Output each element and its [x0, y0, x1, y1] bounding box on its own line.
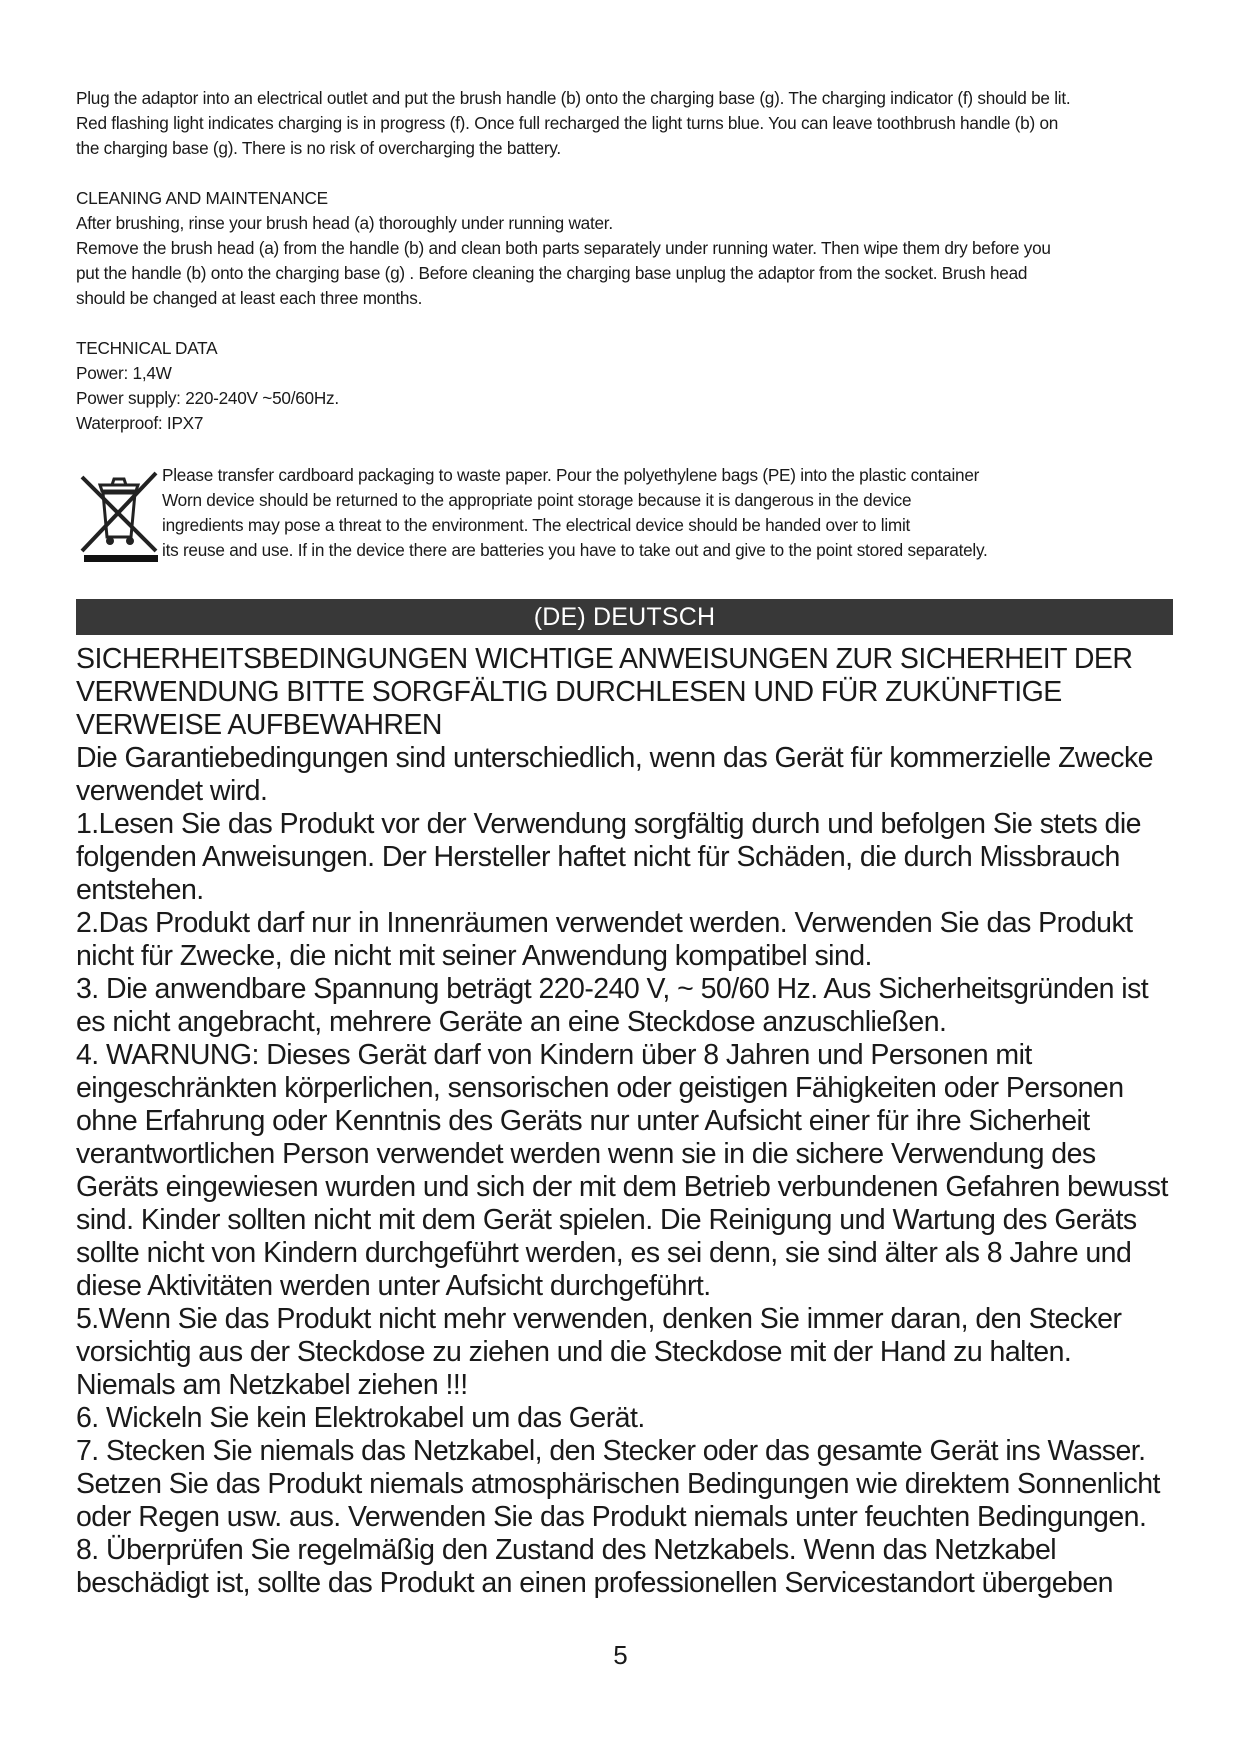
manual-page: [76, 86, 1176, 1600]
german-line: 8. Überprüfen Sie regelmäßig den Zustand des Netzkabels. Wenn das Netzkabel: [76, 1534, 1057, 1566]
german-line: VERWEISE AUFBEWAHREN: [76, 709, 442, 741]
german-line: ohne Erfahrung oder Kenntnis des Geräts nur unter Aufsicht einer für ihre Sicherheit: [76, 1105, 1090, 1137]
german-line: verantwortlichen Person verwendet werden wenn sie in die sichere Verwendung des: [76, 1138, 1096, 1170]
language-banner: (DE) DEUTSCH: [76, 599, 1173, 635]
german-line: eingeschränkten körperlichen, sensorischen oder geistigen Fähigkeiten oder Personen: [76, 1072, 1124, 1104]
german-line: folgenden Anweisungen. Der Hersteller haftet nicht für Schäden, die durch Missbrauch: [76, 841, 1120, 873]
charging-line: the charging base (g). There is no risk of overcharging the battery.: [76, 138, 561, 158]
german-line: oder Regen usw. aus. Verwenden Sie das Produkt niemals unter feuchten Bedingungen.: [76, 1501, 1147, 1533]
german-line: 5.Wenn Sie das Produkt nicht mehr verwenden, denken Sie immer daran, den Stecker: [76, 1303, 1122, 1335]
cleaning-line: put the handle (b) onto the charging base (g) . Before cleaning the charging base unplug the adaptor from the socket. Brush head: [76, 263, 1028, 283]
german-line: Niemals am Netzkabel ziehen !!!: [76, 1369, 468, 1401]
technical-section: [76, 336, 1176, 436]
technical-line: Power: 1,4W: [76, 363, 172, 383]
technical-heading: TECHNICAL DATA: [76, 338, 218, 358]
disposal-line: its reuse and use. If in the device there are batteries you have to take out and give to the point stored separately.: [162, 540, 988, 560]
german-line: Setzen Sie das Produkt niemals atmosphärischen Bedingungen wie direktem Sonnenlicht: [76, 1468, 1160, 1500]
cleaning-section: [76, 186, 1176, 311]
german-line: vorsichtig aus der Steckdose zu ziehen und die Steckdose mit der Hand zu halten.: [76, 1336, 1072, 1368]
german-line: sind. Kinder sollten nicht mit dem Gerät spielen. Die Reinigung und Wartung des Geräts: [76, 1204, 1137, 1236]
german-line: Geräts eingewiesen wurden und sich der mit dem Betrieb verbundenen Gefahren bewusst: [76, 1171, 1168, 1203]
german-line: sollte nicht von Kindern durchgeführt werden, es sei denn, sie sind älter als 8 Jahre und: [76, 1237, 1132, 1269]
cleaning-line: After brushing, rinse your brush head (a) thoroughly under running water.: [76, 213, 613, 233]
german-line: 2.Das Produkt darf nur in Innenräumen verwendet werden. Verwenden Sie das Produkt: [76, 907, 1133, 939]
german-line: beschädigt ist, sollte das Produkt an einen professionellen Servicestandort übergeben: [76, 1567, 1113, 1599]
disposal-line: Please transfer cardboard packaging to waste paper. Pour the polyethylene bags (PE) into the plastic container: [162, 465, 980, 485]
cleaning-heading: CLEANING AND MAINTENANCE: [76, 188, 328, 208]
charging-line: Plug the adaptor into an electrical outlet and put the brush handle (b) onto the charging base (g). The charging indicator (f) should be lit.: [76, 88, 1071, 108]
german-line: 4. WARNUNG: Dieses Gerät darf von Kindern über 8 Jahren und Personen mit: [76, 1039, 1032, 1071]
page-number: 5: [613, 1640, 628, 1670]
german-line: 3. Die anwendbare Spannung beträgt 220-240 V, ~ 50/60 Hz. Aus Sicherheitsgründen ist: [76, 973, 1149, 1005]
disposal-line: ingredients may pose a threat to the environment. The electrical device should be handed over to limit: [162, 515, 911, 535]
german-line: es nicht angebracht, mehrere Geräte an eine Steckdose anzuschließen.: [76, 1006, 947, 1038]
cleaning-line: Remove the brush head (a) from the handle (b) and clean both parts separately under running water. Then wipe them dry before you: [76, 238, 1051, 258]
crossed-out-wheelie-bin-icon: [76, 467, 162, 563]
charging-section: [76, 86, 1176, 161]
technical-line: Power supply: 220-240V ~50/60Hz.: [76, 388, 339, 408]
technical-line: Waterproof: IPX7: [76, 413, 204, 433]
german-line: diese Aktivitäten werden unter Aufsicht durchgeführt.: [76, 1270, 711, 1302]
german-line: verwendet wird.: [76, 775, 268, 807]
german-line: SICHERHEITSBEDINGUNGEN WICHTIGE ANWEISUNGEN ZUR SICHERHEIT DER: [76, 643, 1133, 675]
german-safety-section: [76, 643, 1176, 1600]
german-line: Die Garantiebedingungen sind unterschiedlich, wenn das Gerät für kommerzielle Zwecke: [76, 742, 1153, 774]
german-line: 7. Stecken Sie niemals das Netzkabel, den Stecker oder das gesamte Gerät ins Wasser.: [76, 1435, 1146, 1467]
cleaning-line: should be changed at least each three months.: [76, 288, 423, 308]
german-line: 1.Lesen Sie das Produkt vor der Verwendung sorgfältig durch und befolgen Sie stets die: [76, 808, 1141, 840]
charging-line: Red flashing light indicates charging is in progress (f). Once full recharged the light turns blue. You can leave toothbrush handle (b) on: [76, 113, 1059, 133]
german-line: nicht für Zwecke, die nicht mit seiner Anwendung kompatibel sind.: [76, 940, 872, 972]
german-line: 6. Wickeln Sie kein Elektrokabel um das Gerät.: [76, 1402, 645, 1434]
german-line: VERWENDUNG BITTE SORGFÄLTIG DURCHLESEN UND FÜR ZUKÜNFTIGE: [76, 676, 1062, 708]
disposal-section: [76, 463, 1176, 563]
disposal-text: [162, 463, 988, 563]
german-line: entstehen.: [76, 874, 204, 906]
disposal-line: Worn device should be returned to the appropriate point storage because it is dangerous in the device: [162, 490, 912, 510]
